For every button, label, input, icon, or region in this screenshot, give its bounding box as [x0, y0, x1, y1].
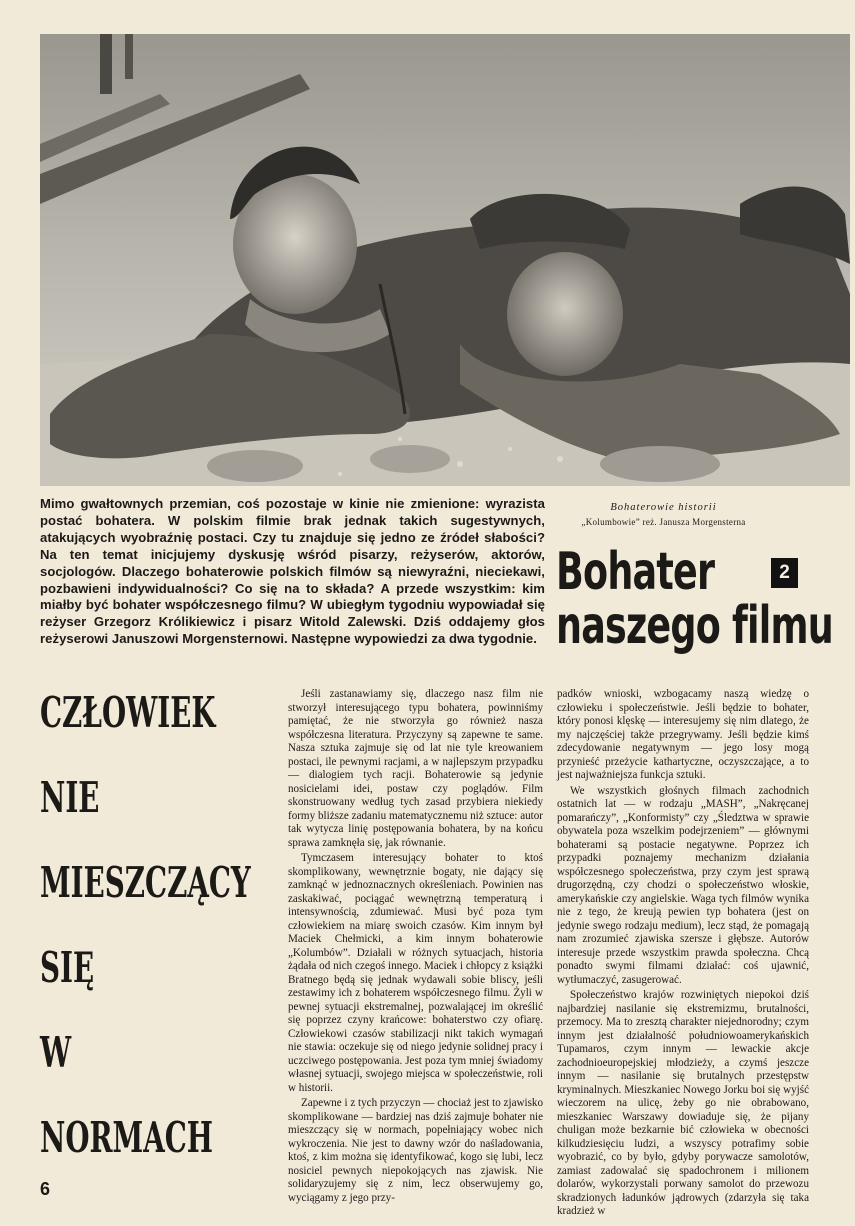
headline-word-1: CZŁOWIEK: [40, 688, 216, 737]
film-still-photo: [40, 34, 850, 486]
headline-word-2: NIE: [40, 773, 100, 822]
column-1-paragraph: Jeśli zastanawiamy się, dlaczego nasz film nie stworzył interesującego typu bohatera, powinniśmy pamiętać, że nie stworzyła go również nasza współczesna literatura. Przyczyny są zapewne te same. Nasza sztuka zajmuje się od lat nie tyle kreowaniem postaci, ile pewnymi racjami, a w najlepszym przypadku — dialogiem tych racji. Bohaterowie są jedynie nosicielami idei, postaw czy poglądów. Film skonstruowany według tych zasad przybiera niekiedy formy bliższe zadaniu matematycznemu niż sztuce: autor tak wytycza linię postępowania bohatera, by na końcu sprawa zamknęła się, jak równanie.: [288, 688, 543, 849]
series-title-line-1: Bohater: [556, 542, 715, 602]
intro-lead-paragraph: Mimo gwałtownych przemian, coś pozostaje w kinie nie zmienione: wyrazista postać bohatera. W polskim filmie brak jednak takich sugestywnych, atakujących wyobraźnię postaci. Czy tu znajduje się jedno ze źródeł słabości? Na ten temat inicjujemy dyskusję wśród pisarzy, reżyserów, aktorów, socjologów. Dlaczego bohaterowie polskich filmów są niewyraźni, nieciekawi, pozbawieni indywidualności? Co się na to składa? A przede wszystkim: kim miałby być bohater współczesnego filmu? W ubiegłym tygodniu wypowiadał się reżyser Grzegorz Królikiewicz i pisarz Witold Zalewski. Dziś oddajemy głos reżyserowi Januszowi Morgensternowi. Następne wypowiedzi za dwa tygodnie.: [40, 496, 545, 647]
series-title: [556, 542, 833, 656]
headline-word-4: SIĘ: [40, 943, 95, 992]
article-column-1: [288, 688, 543, 1205]
page-number: 6: [40, 1179, 51, 1199]
caption-line-1: Bohaterowie historii: [610, 502, 717, 513]
column-1-paragraph: Tymczasem interesujący bohater to ktoś skomplikowany, wewnętrznie bogaty, nie dający się zamknąć w jednoznacznych określeniach. Powinien nas zaskakiwać, pociągać wewnętrzną temperaturą i intensywnością, zdumiewać. Musi być poza tym człowiekiem na miarę swoich czasów. Kim innym był Maciek Chełmicki, a kim innym bohaterowie „Kolumbów”. Działali w różnych sytuacjach, historia żądała od nich czegoś innego. Maciek i chłopcy z książki Bratnego będą się jednak wydawali sobie bliscy, jeśli zestawimy ich z bohaterem współczesnego filmu. Żyli w pewnej sytuacji ekstremalnej, pozwalającej im określić się poprzez czyny krańcowe: bohaterstwo czy ofiarę. Człowiekowi czasów stabilizacji nikt takich wymagań nie stawia: oczekuje się od niego jedynie solidnej pracy i uczciwego postępowania. Jest poza tym mniej świadomy własnej sytuacji, swojego miejsca w społeczeństwie, roli w historii.: [288, 852, 543, 1094]
headline-word-3: MIESZCZĄCY: [40, 858, 251, 907]
series-title-line-2: naszego filmu: [556, 596, 833, 656]
caption-line-2: „Kolumbowie” reż. Janusza Morgensterna: [581, 517, 746, 527]
headline-word-6: NORMACH: [40, 1113, 213, 1162]
article-headline: [40, 688, 251, 1162]
headline-word-5: W: [40, 1028, 72, 1077]
photo-caption: [556, 501, 771, 529]
photo-two-soldiers-crawling: [40, 34, 850, 486]
column-2-paragraph: padków wnioski, wzbogacamy naszą wiedzę o człowieku i społeczeństwie. Jeśli będzie to bohater, który ponosi klęskę — interesujemy się nim dlatego, że my najczęściej także przegrywamy. Jeśli będzie kimś zdecydowanie negatywnym — jego losy mogą przynieść przeżycie kathartyczne, oczyszczające, a to jest najważniejsza funkcja sztuki.: [557, 688, 809, 781]
series-number-badge: 2: [771, 558, 798, 588]
column-2-paragraph: We wszystkich głośnych filmach zachodnich ostatnich lat — w rodzaju „MASH”, „Nakręcanej pomarańczy”, „Konformisty” czy „Śledztwa w sprawie obywatela poza wszelkim podejrzeniem” — głównymi bohaterami są postacie negatywne. Poprzez ich przypadki poznajemy mechanizm działania współczesnego społeczeństwa, przy czym jest sprawą drugorzędną, czy chodzi o społeczeństwo włoskie, amerykańskie czy angielskie. Waga tych filmów wynika nie z tego, że kreują pewien typ bohatera (jest on jedynie swego rodzaju medium), lecz stąd, że pomagają nam zrozumieć zjawiska szersze i głębsze. Autorów interesuje przede wszystkim prawda społeczna. Chcą ponadto swymi filmami działać: coś ujawnić, wytłumaczyć, zasugerować.: [557, 784, 809, 986]
column-1-paragraph: Zapewne i z tych przyczyn — chociaż jest to zjawisko skomplikowane — bardziej nas dziś zajmuje bohater nie mieszczący się w normach, popełniający wobec nich wykroczenia. Nie jest to dawny wzór do naśladowania, ktoś, z kim można się identyfikować, kogo się lubi, lecz nosiciel pewnych niepokojących nas zjawisk. Nie solidaryzujemy się z nim, lecz obserwujemy go, wyciągamy z jego przy-: [288, 1097, 543, 1204]
column-2-paragraph: Społeczeństwo krajów rozwiniętych niepokoi dziś najbardziej nasilanie się ekstremizmu, brutalności, przemocy. Ma to zresztą charakter niejednorodny; czym innym jest działalność południowoamerykańskich Tupamaros, czym innym — lewackie akcje zachodnioeuropejskiej młodzieży, a czymś jeszcze innym — nasilanie się brutalnych przestępstw kryminalnych. Mieszkaniec Nowego Jorku boi się wyjść wieczorem na ulicę, żeby go nie obrabowano, mieszkaniec Warszawy dowiaduje się, że pijany chuligan może bezkarnie bić człowieka w obecności kilkudziesięciu ludzi, a wszyscy potrafimy sobie wyobrazić, co by było, gdyby porywacze samolotów, zamiast zadowalać się spadochronem i milionem dolarów, wykorzystali porwany samolot do przewozu skradzionych ładunków jądrowych (zdarzyła się taka kradzież w: [557, 989, 809, 1217]
article-column-2: [557, 688, 809, 1219]
